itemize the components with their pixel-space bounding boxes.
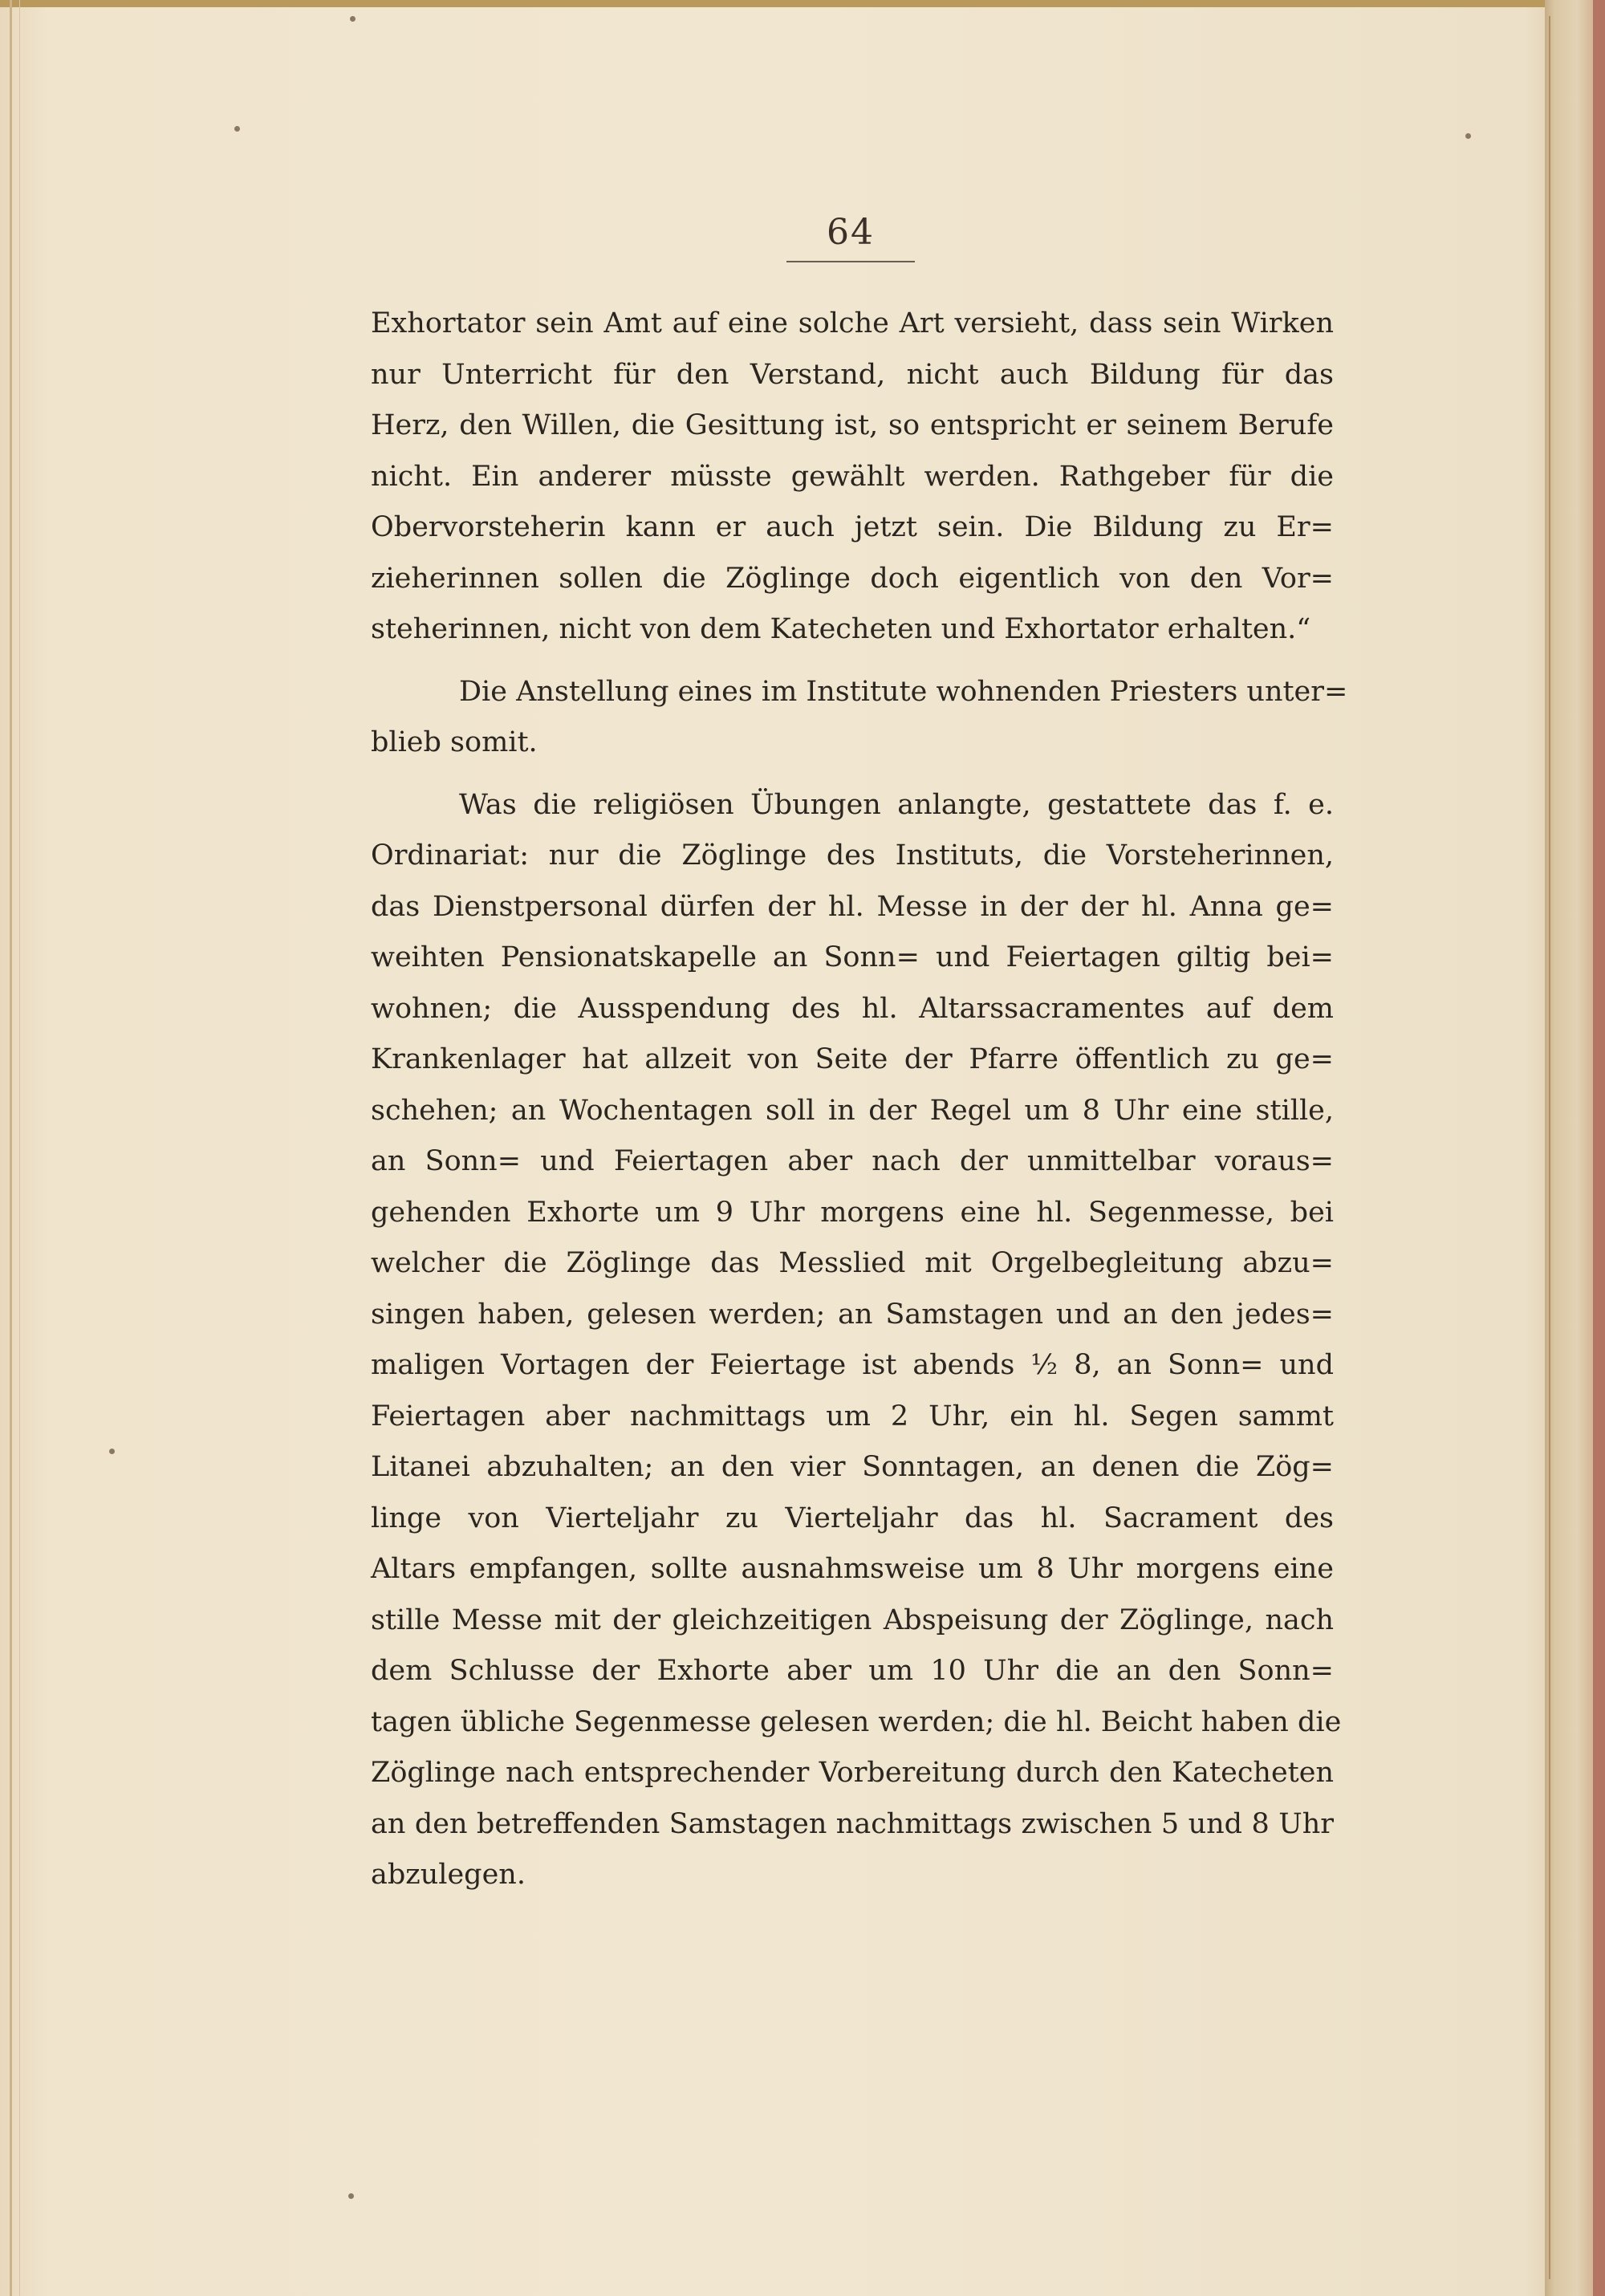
text-line: das Dienstpersonal dürfen der hl. Messe in der der hl. Anna ge= [371,890,1334,923]
text-line: wohnen; die Ausspendung des hl. Altarssacramentes auf dem [371,992,1334,1025]
text-line: maligen Vortagen der Feiertage ist abends ½ 8, an Sonn= und [371,1349,1334,1381]
text-line: dem Schlusse der Exhorte aber um 10 Uhr die an den Sonn= [371,1655,1334,1687]
text-line: an den betreffenden Samstagen nachmittags zwischen 5 und 8 Uhr [371,1807,1334,1840]
gutter-line [1549,16,1550,2279]
page-number-rule [786,261,915,262]
text-line: weihten Pensionatskapelle an Sonn= und Feiertagen giltig bei= [371,941,1334,973]
text-line: Feiertagen aber nachmittags um 2 Uhr, ein hl. Segen sammt [371,1400,1334,1432]
text-line: steherinnen, nicht von dem Katecheten und Exhortator erhalten.“ [371,613,1311,645]
text-line: nur Unterricht für den Verstand, nicht auch Bildung für das [371,358,1334,391]
text-line: linge von Vierteljahr zu Vierteljahr das hl. Sacrament des [371,1502,1334,1534]
text-line: abzulegen. [371,1859,526,1891]
text-line: an Sonn= und Feiertagen aber nach der unmittelbar voraus= [371,1145,1334,1177]
text-line: Krankenlager hat allzeit von Seite der Pfarre öffentlich zu ge= [371,1043,1334,1075]
text-line: Exhortator sein Amt auf eine solche Art versieht, dass sein Wirken [371,307,1334,339]
top-edge [0,0,1605,7]
text-line: schehen; an Wochentagen soll in der Regel um 8 Uhr eine stille, [371,1094,1334,1127]
paper-speck [348,2193,354,2199]
text-line: gehenden Exhorte um 9 Uhr morgens eine hl. Segenmesse, bei [371,1196,1334,1229]
paragraph-gap [371,769,1334,780]
page-number: 64 [827,212,875,253]
text-line: nicht. Ein anderer müsste gewählt werden. Rathgeber für die [371,460,1334,493]
text-line: Litanei abzuhalten; an den vier Sonntagen, an denen die Zög= [371,1451,1334,1483]
text-line: welcher die Zöglinge das Messlied mit Orgelbegleitung abzu= [371,1247,1334,1279]
text-line: zieherinnen sollen die Zöglinge doch eigentlich von den Vor= [371,562,1334,595]
adjacent-page-edge [1593,0,1605,2296]
text-line: Zöglinge nach entsprechender Vorbereitung durch den Katecheten [371,1757,1334,1789]
paper-speck [234,126,240,132]
paper-speck [109,1449,115,1454]
text-line: Ordinariat: nur die Zöglinge des Instituts, die Vorsteherinnen, [371,839,1334,872]
paper-speck [350,16,356,22]
text-line: tagen übliche Segenmesse gelesen werden; die hl. Beicht haben die [371,1705,1342,1738]
text-line: singen haben, gelesen werden; an Samstagen und an den jedes= [371,1298,1334,1331]
left-binding-rule [10,0,12,2296]
paragraph [371,780,1342,1901]
text-line: Herz, den Willen, die Gesittung ist, so entspricht er seinem Berufe [371,409,1334,441]
text-line: Obervorsteherin kann er auch jetzt sein. Die Bildung zu Er= [371,511,1334,543]
left-binding-rule-inner [19,0,20,2296]
text-line: Altars empfangen, sollte ausnahmsweise um 8 Uhr morgens eine [371,1553,1334,1585]
body-text [371,299,1348,1901]
text-line: stille Messe mit der gleichzeitigen Abspeisung der Zöglinge, nach [371,1603,1334,1636]
paper-speck [1465,133,1471,139]
text-line: Die Anstellung eines im Institute wohnenden Priesters unter= [459,675,1348,708]
paragraph [371,667,1348,769]
text-line: Was die religiösen Übungen anlangte, gestattete das f. e. [459,788,1334,821]
paragraph [371,299,1334,656]
text-line: blieb somit. [371,726,538,758]
paragraph-gap [371,656,1334,667]
